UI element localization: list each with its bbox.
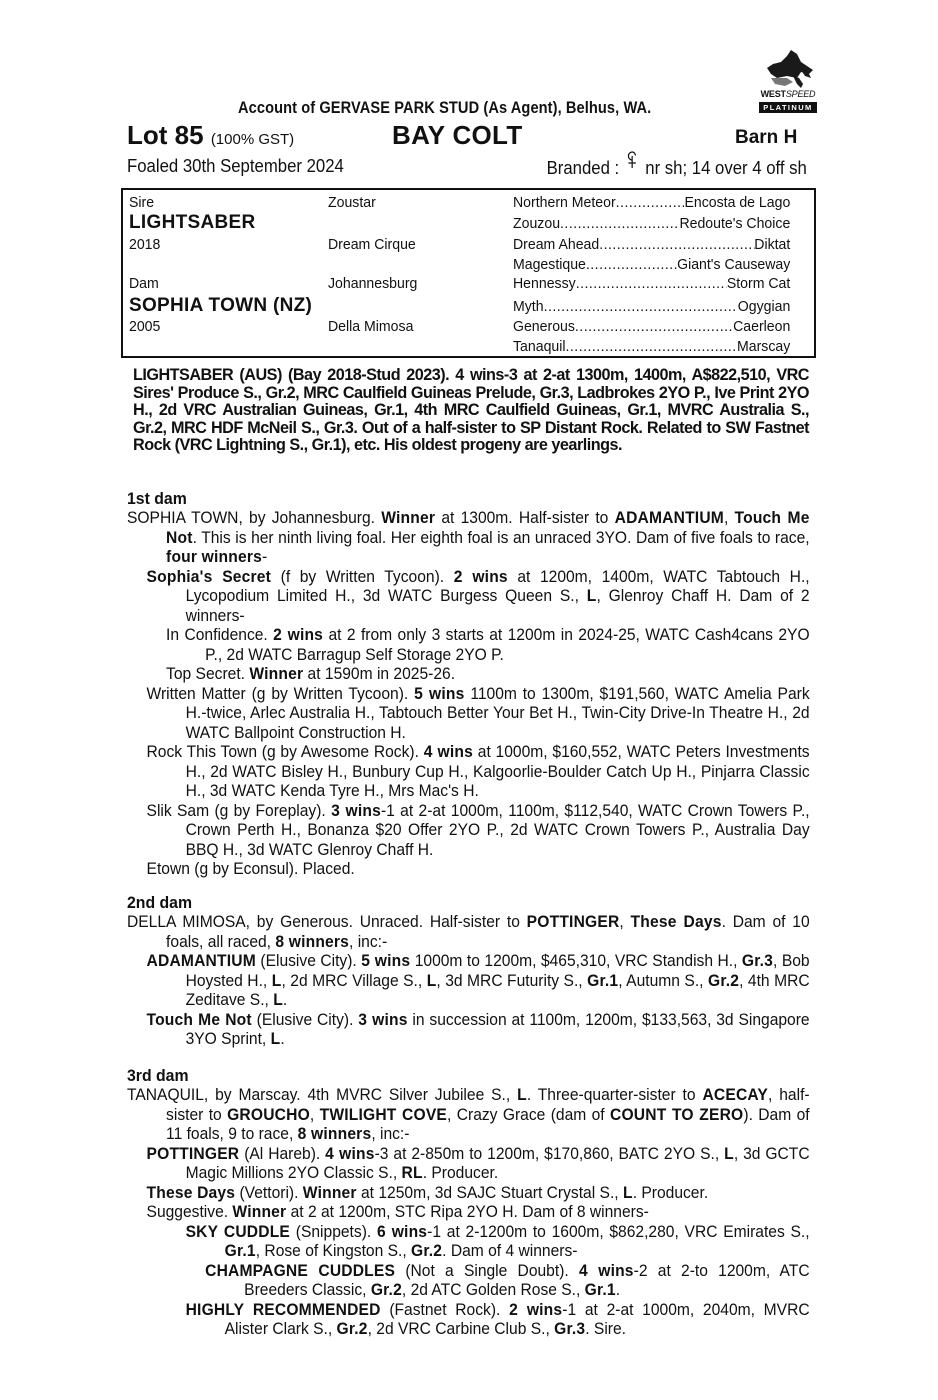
ancestor-row: Generous ..... Caerleon	[513, 318, 790, 335]
dam-dam: Della Mimosa	[328, 318, 414, 335]
gst-note: (100% GST)	[210, 131, 295, 148]
third-dam-section	[127, 1066, 810, 1339]
progeny-entry: Etown (g by Econsul). Placed.	[146, 859, 355, 878]
section-heading: 3rd dam	[127, 1066, 189, 1085]
ancestor-row: Dream Ahead ..... Diktat	[513, 236, 790, 253]
progeny-entry: Rock This Town (g by Awesome Rock). 4 wins at 1000m, $160,552, WATC Peters Investments H., 2d WATC Bisley H., Bunbury Cup H., Kalgoorlie-Boulder Catch Up H., Pinjarra Classic H., 3d WATC Kenda Tyre H., Mrs Mac's H.	[146, 742, 810, 800]
progeny-entry: Top Secret. Winner at 1590m in 2025-26.	[166, 664, 456, 683]
progeny-entry: HIGHLY RECOMMENDED (Fastnet Rock). 2 wins-1 at 2-at 1000m, 2040m, MVRC Alister Clark S., Gr.2, 2d VRC Carbine Club S., Gr.3. Sire.	[185, 1299, 810, 1338]
progeny-entry: Touch Me Not (Elusive City). 3 wins in succession at 1100m, 1200m, $133,563, 3d Singapore 3YO Sprint, L.	[146, 1009, 810, 1048]
horse-description: BAY COLT	[392, 120, 523, 150]
westspeed-platinum-logo	[757, 48, 819, 116]
progeny-entry: DELLA MIMOSA, by Generous. Unraced. Half-sister to POTTINGER, These Days. Dam of 10 foals, all raced, 8 winners, inc:-	[127, 912, 810, 951]
ancestor-row: Tanaquil ..... Marscay	[513, 338, 790, 355]
dam-entries	[127, 912, 810, 1049]
section-heading: 1st dam	[127, 489, 187, 508]
ancestor-row: Zouzou ..... Redoute's Choice	[513, 215, 790, 232]
brand-marks	[547, 156, 807, 179]
dam-entries	[127, 1085, 810, 1339]
ancestor-row: Hennessy ..... Storm Cat	[513, 275, 790, 292]
sire-dam: Dream Cirque	[328, 236, 416, 253]
progeny-entry: Slik Sam (g by Foreplay). 3 wins-1 at 2-at 1000m, 1100m, $112,540, WATC Crown Towers P., Crown Perth H., Bonanza $20 Offer 2YO P., 2d WATC Crown Towers P., Australia Day BBQ H., 3d WATC Glenroy Chaff H.	[146, 800, 810, 859]
progeny-entry: SOPHIA TOWN, by Johannesburg. Winner at 1300m. Half-sister to ADAMANTIUM, Touch Me Not. This is her ninth living foal. Her eighth foal is an unraced 3YO. Dam of five foals to race, four winners-	[127, 508, 810, 566]
section-heading: 2nd dam	[127, 893, 193, 912]
dam-entries	[127, 508, 810, 879]
branded-label: Branded :	[546, 158, 620, 178]
pedigree-table	[121, 188, 816, 358]
sire-year: 2018	[129, 236, 161, 253]
second-dam-section	[127, 893, 810, 1049]
progeny-entry: Suggestive. Winner at 2 at 1200m, STC Ripa 2YO H. Dam of 8 winners-	[146, 1202, 649, 1221]
progeny-entry: Written Matter (g by Written Tycoon). 5 wins 1100m to 1300m, $191,560, WATC Amelia Park H.-twice, Arlec Australia H., Tabtouch Better Your Bet H., Twin-City Drive-In Theatre H., 2d WATC Ballpoint Construction H.	[146, 683, 810, 742]
logo-brand-text: WESTSPEED	[760, 89, 816, 99]
horse-and-jockey-icon	[757, 48, 819, 90]
progeny-entry: These Days (Vettori). Winner at 1250m, 3d SAJC Stuart Crystal S., L. Producer.	[146, 1182, 709, 1202]
progeny-entry: CHAMPAGNE CUDDLES (Not a Single Doubt). 4 wins-2 at 2-to 1200m, ATC Breeders Classic, Gr.2, 2d ATC Golden Rose S., Gr.1.	[205, 1260, 810, 1299]
brand-symbol-icon	[626, 151, 639, 174]
lot-number	[127, 120, 294, 151]
first-dam-section	[127, 489, 810, 879]
dam-label: Dam	[129, 275, 159, 292]
progeny-entry: POTTINGER (Al Hareb). 4 wins-3 at 2-850m to 1200m, $170,860, BATC 2YO S., L, 3d GCTC Magic Millions 2YO Classic S., RL. Producer.	[146, 1143, 810, 1182]
sire-label: Sire	[129, 194, 155, 211]
ancestor-row: Magestique ..... Giant's Causeway	[513, 256, 790, 273]
progeny-entry: ADAMANTIUM (Elusive City). 5 wins 1000m to 1200m, $465,310, VRC Standish H., Gr.3, Bob Hoysted H., L, 2d MRC Village S., L, 3d MRC Futurity S., Gr.1, Autumn S., Gr.2, 4th MRC Zeditave S., L.	[146, 951, 810, 1009]
dam-name: SOPHIA TOWN (NZ)	[129, 295, 313, 316]
progeny-entry: Sophia's Secret (f by Written Tycoon). 2 wins at 1200m, 1400m, WATC Tabtouch H., Lycopodium Limited H., 3d WATC Burgess Queen S., L, Glenroy Chaff H. Dam of 2 winners-	[146, 566, 810, 625]
lot-label: Lot 85	[127, 120, 204, 150]
ancestor-row: Northern Meteor ..... Encosta de Lago	[513, 194, 790, 211]
barn-location: Barn H	[735, 127, 798, 148]
sire-name: LIGHTSABER	[129, 212, 256, 233]
sire-description: LIGHTSABER (AUS) (Bay 2018-Stud 2023). 4 wins-3 at 2-at 1300m, 1400m, A$822,510, VRC Sires' Produce S., Gr.2, MRC Caulfield Guineas Prelude, Gr.3, Ladbrokes 2YO P., Ive Print 2YO H., 2d VRC Australian Guineas, Gr.1, 4th MRC Caulfield Guineas, Gr.1, MVRC Australia S., Gr.2, MRC HDF McNeil S., Gr.3. Out of a half-sister to SP Distant Rock. Related to SW Fastnet Rock (VRC Lightning S., Gr.1), etc. His oldest progeny are yearlings.	[133, 366, 809, 455]
logo-tier-badge: PLATINUM	[759, 102, 817, 113]
progeny-entry: TANAQUIL, by Marscay. 4th MVRC Silver Jubilee S., L. Three-quarter-sister to ACECAY, half-sister to GROUCHO, TWILIGHT COVE, Crazy Grace (dam of COUNT TO ZERO). Dam of 11 foals, 9 to race, 8 winners, inc:-	[127, 1085, 810, 1143]
dam-sire: Johannesburg	[328, 275, 418, 292]
progeny-entry: In Confidence. 2 wins at 2 from only 3 starts at 1200m in 2024-25, WATC Cash4cans 2YO P., 2d WATC Barragup Self Storage 2YO P.	[166, 625, 810, 664]
dam-year: 2005	[129, 318, 161, 335]
branded-text: nr sh; 14 over 4 off sh	[645, 158, 807, 178]
foaled-date: Foaled 30th September 2024	[127, 156, 344, 176]
ancestor-row: Myth ..... Ogygian	[513, 298, 790, 315]
vendor-account: Account of GERVASE PARK STUD (As Agent), Belhus, WA.	[238, 98, 652, 117]
sire-sire: Zoustar	[328, 194, 376, 211]
progeny-entry: SKY CUDDLE (Snippets). 6 wins-1 at 2-1200m to 1600m, $862,280, VRC Emirates S., Gr.1, Rose of Kingston S., Gr.2. Dam of 4 winners-	[185, 1221, 810, 1260]
